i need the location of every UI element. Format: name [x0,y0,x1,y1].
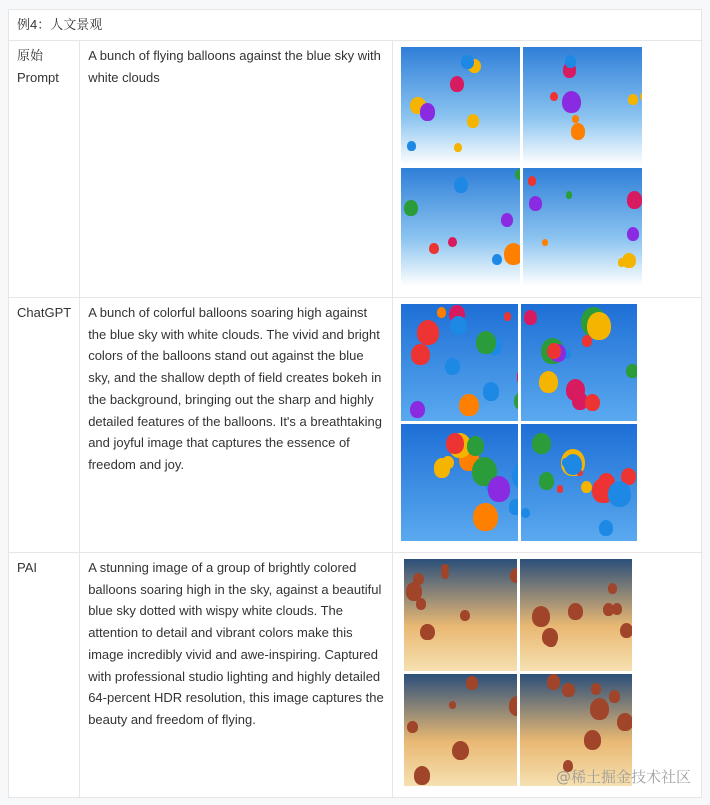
balloon-shape [509,499,518,515]
balloon-shape [599,520,614,537]
balloon-shape [590,698,610,721]
balloon-shape [521,508,530,519]
balloon-shape [550,92,558,101]
balloon-shape [420,624,434,640]
balloon-shape [410,401,425,418]
balloon-shape [417,320,439,345]
balloon-shape [509,696,517,716]
balloon-shape [454,143,462,152]
image-grid [401,47,642,286]
balloon-shape [445,358,460,375]
prompt-text: A bunch of colorful balloons soaring high against the blue sky with white clouds. The vivid and bright colors of the balloons stand out against the blue sky, and the shallow depth of field creates bokeh in the background, bringing out the sharp and highly detailed features of the balloons. It's a breathtaking and joyful image that captures the essence of freedom and joy. [80,298,393,553]
balloon-shape [547,674,560,689]
balloon-shape [459,394,478,416]
balloon-shape [572,115,579,123]
balloon-shape [562,683,574,697]
watermark: @稀土掘金技术社区 [556,768,692,786]
balloon-shape [510,568,516,583]
balloon-shape [437,307,447,318]
balloon-shape [571,123,585,140]
balloon-shape [449,701,456,709]
balloon-shape [450,316,467,335]
balloon-image [401,47,520,165]
balloon-shape [539,472,554,490]
balloon-shape [608,583,618,594]
balloon-shape [542,628,558,646]
balloon-shape [488,476,511,502]
balloon-shape [492,254,502,265]
balloon-shape [517,367,518,386]
balloon-shape [564,454,583,475]
table-row [9,553,702,798]
balloon-shape [603,603,614,616]
balloon-shape [450,76,464,92]
balloon-shape [608,481,631,507]
balloon-image [401,304,518,421]
balloon-shape [587,312,611,339]
balloon-shape [473,503,497,531]
balloon-shape [467,436,484,456]
balloon-image [523,47,642,165]
balloon-shape [411,344,429,365]
balloon-shape [591,683,602,695]
row-label-sub: Prompt [17,69,59,85]
balloon-shape [568,603,583,620]
balloon-shape [413,573,424,586]
balloon-shape [581,481,592,493]
balloon-shape [420,103,435,121]
balloon-shape [557,485,563,492]
balloon-shape [460,610,470,621]
balloon-image [404,559,517,671]
table-row [9,298,702,553]
balloon-shape [609,690,620,703]
balloon-shape [448,237,457,247]
balloon-shape [442,456,454,469]
balloon-shape [504,243,521,265]
balloon-shape [539,371,558,393]
balloon-shape [627,191,642,209]
balloon-shape [547,343,561,359]
balloon-shape [562,91,581,113]
balloon-shape [532,606,550,627]
balloon-shape [622,253,636,269]
balloon-shape [407,141,415,151]
balloon-image [401,424,518,541]
balloon-shape [640,92,642,102]
balloon-shape [483,382,499,400]
balloon-shape [467,114,479,128]
balloon-shape [528,176,536,186]
balloon-shape [524,310,537,325]
balloon-shape [565,55,576,68]
balloon-shape [466,676,478,690]
balloon-shape [627,227,639,241]
row-label: 原始 [17,48,44,63]
prompt-text: A stunning image of a group of brightly colored balloons soaring high in the sky, against a beautiful blue sky dotted with wispy white clouds. The attention to detail and vibrant colors make this image incredibly vivid and awe-inspiring. Captured with professional studio lighting and highly detailed 64-percent HDR resolution, this image captures the beauty and freedom of flying. [80,553,393,798]
balloon-shape [617,713,632,731]
balloon-shape [584,730,601,750]
balloon-shape [626,364,637,378]
balloon-shape [407,721,417,733]
row-label: ChatGPT [9,298,80,553]
balloon-shape [514,392,518,409]
balloon-image [523,168,642,286]
balloon-shape [501,213,513,227]
balloon-shape [620,623,632,638]
balloon-image [521,304,638,421]
balloon-shape [452,741,469,761]
balloon-shape [512,462,518,489]
row-label: PAI [9,553,80,798]
balloon-shape [441,570,449,579]
balloon-shape [585,394,600,411]
balloon-shape [461,55,473,69]
balloon-shape [542,239,548,246]
balloon-shape [454,177,468,193]
balloon-image [521,424,638,541]
balloon-shape [529,196,542,211]
table-row [9,41,702,298]
balloon-image [404,674,517,786]
balloon-shape [566,191,573,199]
comparison-table [8,9,702,798]
balloon-shape [504,312,512,321]
balloon-shape [446,433,464,454]
prompt-text: A bunch of flying balloons against the blue sky with white clouds [80,41,393,298]
balloon-shape [532,433,550,454]
balloon-shape [628,94,637,105]
balloon-shape [404,200,418,216]
image-grid [401,304,637,541]
balloon-shape [416,598,427,610]
balloon-shape [515,169,520,180]
table-title: 例4：人文景观 [9,10,702,41]
balloon-shape [414,766,431,785]
balloon-shape [429,243,439,254]
balloon-image [520,559,633,671]
image-grid [404,559,632,786]
balloon-image [401,168,520,286]
balloon-shape [476,331,496,354]
